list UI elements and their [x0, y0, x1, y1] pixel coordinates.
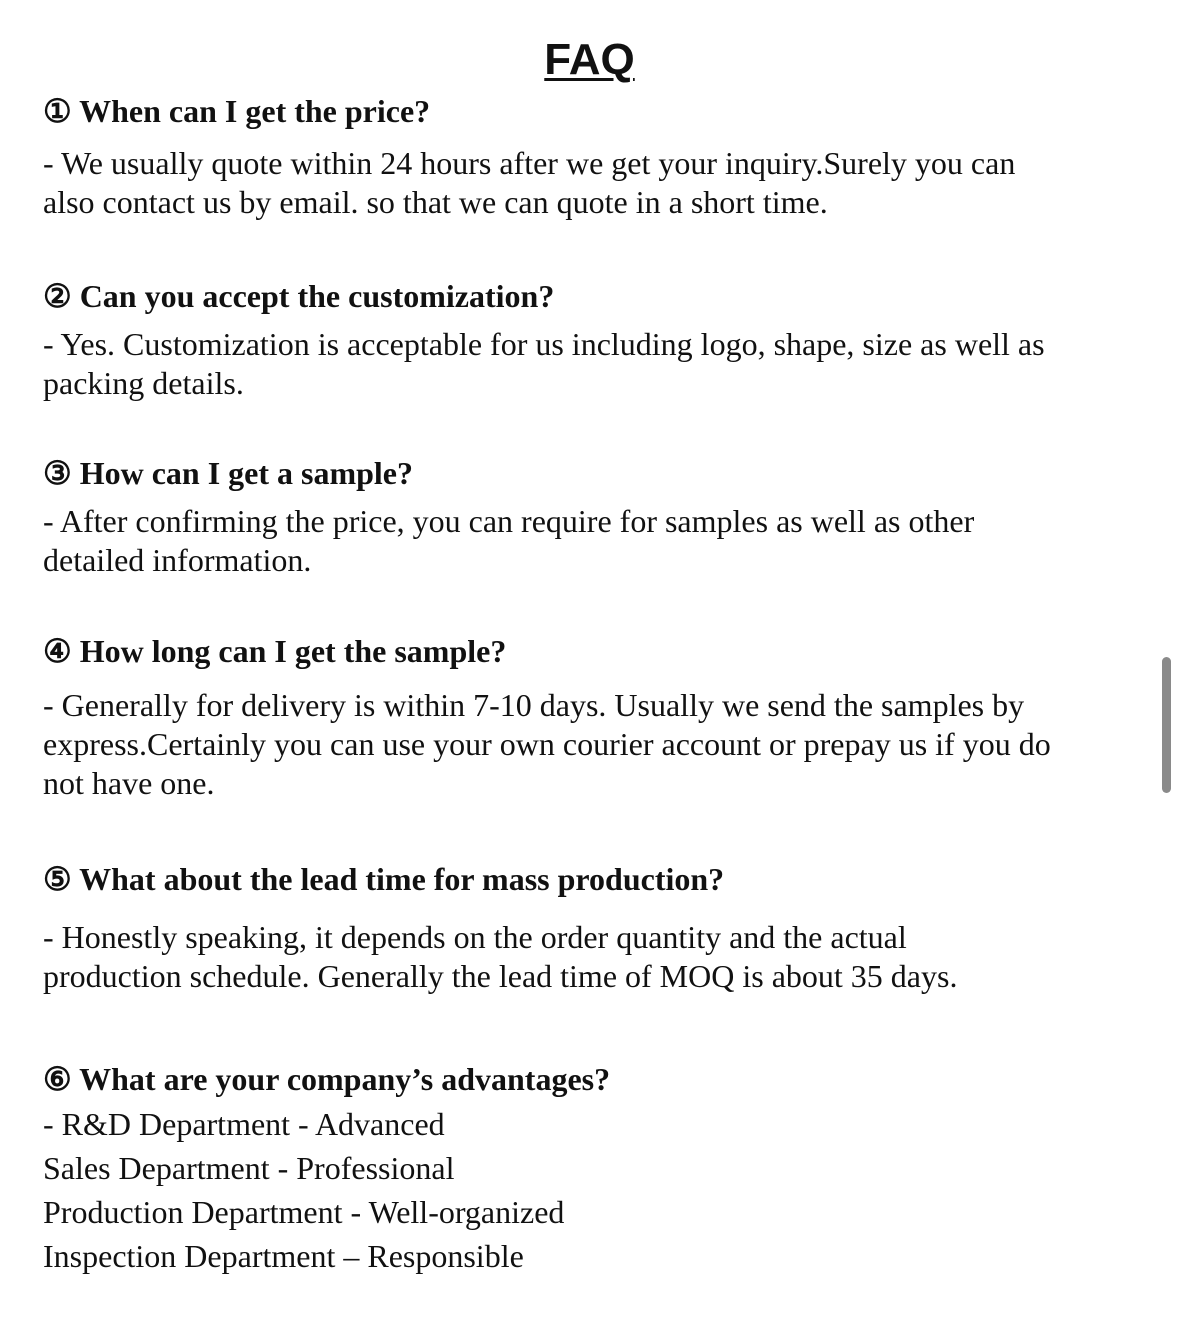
answer-line: - Honestly speaking, it depends on the order quantity and the actual [43, 919, 907, 955]
faq-answer-2 [43, 325, 1153, 403]
answer-line: - After confirming the price, you can require for samples as well as other [43, 503, 975, 539]
answer-line: express.Certainly you can use your own courier account or prepay us if you do [43, 726, 1051, 762]
faq-answer-4 [43, 686, 1153, 803]
faq-question-2: ② Can you accept the customization? [43, 278, 555, 314]
faq-question-6: ⑥ What are your company’s advantages? [43, 1061, 611, 1097]
faq-question-4: ④ How long can I get the sample? [43, 633, 507, 669]
advantage-item: Production Department - Well-organized [43, 1194, 565, 1230]
scrollbar-thumb[interactable] [1162, 657, 1171, 793]
faq-answer-5 [43, 918, 1153, 996]
faq-question-1: ① When can I get the price? [43, 93, 431, 129]
faq-answer-6 [43, 1102, 1153, 1278]
answer-line: - We usually quote within 24 hours after we get your inquiry.Surely you can [43, 145, 1016, 181]
faq-question-3: ③ How can I get a sample? [43, 455, 413, 491]
advantage-item: Inspection Department – Responsible [43, 1238, 524, 1274]
answer-line: packing details. [43, 365, 244, 401]
faq-question-5: ⑤ What about the lead time for mass production? [43, 861, 725, 897]
answer-line: not have one. [43, 765, 215, 801]
advantage-item: - R&D Department - Advanced [43, 1106, 445, 1142]
page-title: FAQ [544, 35, 635, 84]
faq-answer-3 [43, 502, 1153, 580]
answer-line: also contact us by email. so that we can quote in a short time. [43, 184, 828, 220]
advantage-item: Sales Department - Professional [43, 1150, 455, 1186]
answer-line: detailed information. [43, 542, 312, 578]
answer-line: - Yes. Customization is acceptable for us including logo, shape, size as well as [43, 326, 1045, 362]
faq-answer-1 [43, 144, 1153, 222]
answer-line: - Generally for delivery is within 7-10 days. Usually we send the samples by [43, 687, 1025, 723]
answer-line: production schedule. Generally the lead time of MOQ is about 35 days. [43, 958, 958, 994]
